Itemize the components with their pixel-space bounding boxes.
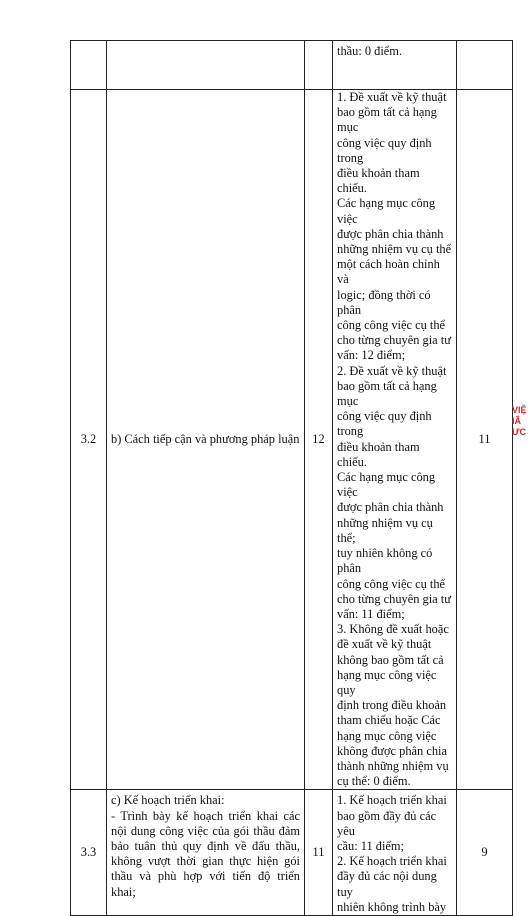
criteria-line: 3. Không đề xuất hoặc [337, 622, 449, 637]
criteria-line: công việc quy định trong [337, 409, 432, 439]
criteria-line: 2. Đề xuất về kỹ thuật [337, 363, 447, 378]
stamp-text: ƯC [512, 427, 526, 437]
criteria-line: cụ thể: 0 điểm. [337, 774, 411, 789]
criteria-line: 1. Kế hoạch triển khai [337, 793, 447, 808]
criteria-line: những nhiệm vụ cụ thể; [337, 515, 433, 545]
row-number: 3.3 [71, 790, 107, 916]
criteria-line: Các hạng mục công việc [337, 196, 436, 226]
criteria-line: công công việc cụ thể [337, 576, 446, 591]
row-criteria [333, 90, 457, 790]
stamp-text: IÃ [512, 416, 521, 426]
criteria-line: điều khoản tham chiếu. [337, 439, 420, 469]
red-stamp-fragment [512, 405, 530, 438]
criteria-line: đề xuất về kỹ thuật [337, 637, 432, 652]
criteria-line: thầu: 0 điểm. [337, 44, 403, 58]
row-max-score [305, 41, 333, 90]
criteria-line: hạng mục công việc quy [337, 667, 437, 697]
row-content: b) Cách tiếp cận và phương pháp luận [107, 90, 305, 790]
criteria-line: thành những nhiệm vụ [337, 758, 449, 773]
row-number: 3.2 [71, 90, 107, 790]
criteria-line: công công việc cụ thể [337, 318, 446, 333]
row-criteria [333, 41, 457, 90]
criteria-line: điều khoản tham chiếu. [337, 166, 420, 196]
criteria-line: những nhiệm vụ cụ thể [337, 242, 452, 257]
row-max-score: 11 [305, 790, 333, 916]
criteria-line: công việc quy định trong [337, 135, 432, 165]
criteria-line: 2. Kế hoạch triển khai [337, 854, 447, 869]
row-max-score: 12 [305, 90, 333, 790]
criteria-line: vấn: 12 điểm; [337, 348, 406, 363]
criteria-line: cầu: 11 điểm; [337, 838, 404, 853]
criteria-line: tham chiếu hoặc Các [337, 713, 441, 728]
row-score: 9 [457, 790, 513, 916]
row-criteria [333, 790, 457, 916]
evaluation-table [70, 40, 513, 916]
criteria-line: đầy đủ các nội dung tuy [337, 869, 437, 899]
criteria-line: bao gồm đầy đủ các yêu [337, 808, 437, 838]
row-content [107, 790, 305, 916]
content-title: c) Kế hoạch triển khai: [111, 793, 225, 808]
table-row [71, 790, 513, 916]
criteria-line: cho từng chuyên gia tư [337, 333, 451, 348]
criteria-line: logic; đồng thời có phân [337, 287, 431, 317]
row-score: 11 [457, 90, 513, 790]
criteria-line: tuy nhiên không có phân [337, 546, 433, 576]
criteria-line: một cách hoàn chỉnh và [337, 257, 440, 287]
criteria-line: Các hạng mục công việc [337, 470, 436, 500]
stamp-text: VIỆ [512, 405, 527, 415]
criteria-line: vấn: 11 điểm; [337, 606, 405, 621]
table-row [71, 41, 513, 90]
criteria-line: bao gồm tất cả hạng mục [337, 105, 437, 135]
criteria-line: không bao gồm tất cả [337, 652, 444, 667]
criteria-line: bao gồm tất cả hạng mục [337, 378, 437, 409]
criteria-line: 1. Đề xuất về kỹ thuật [337, 90, 447, 104]
criteria-line: được phân chia thành [337, 226, 444, 241]
criteria-line: không được phân chia [337, 743, 447, 758]
row-score [457, 41, 513, 90]
content-body: - Trình bày kế hoạch triển khai các nội dung công việc của gói thầu đảm bảo tuân thủ quy định về đấu thầu, không vượt thời gian thực hiện gói thầu và phù hợp với tiến độ triển khai; [111, 808, 300, 899]
criteria-line: nhiên không trình bày [337, 899, 447, 914]
row-number [71, 41, 107, 90]
table-row [71, 90, 513, 790]
criteria-line: được phân chia thành [337, 500, 444, 515]
criteria-line: cho từng chuyên gia tư [337, 591, 451, 606]
criteria-line: định trong điều khoản [337, 698, 447, 713]
row-content [107, 41, 305, 90]
criteria-line: hạng mục công việc [337, 728, 437, 743]
